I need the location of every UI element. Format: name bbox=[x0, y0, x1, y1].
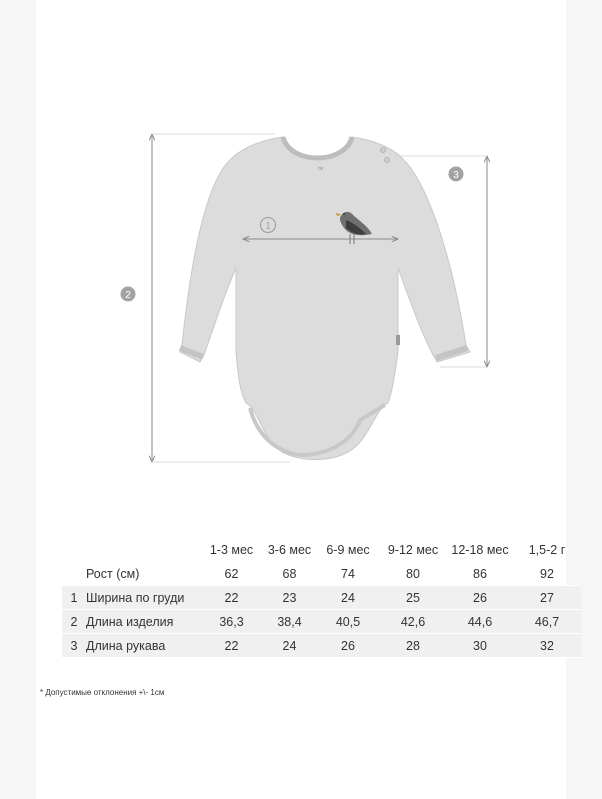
table-cell: 46,7 bbox=[513, 610, 581, 634]
table-cell: 42,6 bbox=[379, 610, 447, 634]
row-number: 1 bbox=[62, 586, 86, 610]
table-cell: 38,4 bbox=[262, 610, 317, 634]
size-header-row bbox=[62, 538, 581, 562]
svg-text:3: 3 bbox=[453, 170, 459, 181]
svg-text:1: 1 bbox=[265, 221, 271, 232]
size-header-cell: 12-18 мес bbox=[451, 543, 509, 557]
table-cell: 44,6 bbox=[447, 610, 513, 634]
table-cell: 28 bbox=[379, 634, 447, 658]
table-cell: 24 bbox=[317, 586, 379, 610]
table-cell: 22 bbox=[201, 634, 262, 658]
table-cell: 22 bbox=[201, 586, 262, 610]
table-cell: 40,5 bbox=[317, 610, 379, 634]
row-number: 2 bbox=[62, 610, 86, 634]
table-cell: 62 bbox=[201, 562, 262, 586]
row-label: Ширина по груди bbox=[86, 586, 201, 610]
size-header-cell: 3-6 мес bbox=[267, 543, 312, 557]
table-cell: 92 bbox=[513, 562, 581, 586]
table-cell: 25 bbox=[379, 586, 447, 610]
shoulder-snap-button bbox=[385, 158, 390, 163]
table-cell: 26 bbox=[447, 586, 513, 610]
neck-label: bk bbox=[318, 166, 324, 172]
brand-tag bbox=[396, 335, 400, 345]
marker-2 bbox=[121, 287, 136, 302]
row-number: 3 bbox=[62, 634, 86, 658]
tolerance-note: * Допустимые отклонения +\- 1см bbox=[40, 688, 165, 697]
table-cell: 26 bbox=[317, 634, 379, 658]
row-label: Длина изделия bbox=[86, 610, 201, 634]
size-header-cell: 9-12 мес bbox=[387, 543, 439, 557]
bodysuit-body bbox=[180, 137, 470, 460]
size-header-cell: 1-3 мес bbox=[209, 543, 254, 557]
marker-3 bbox=[449, 167, 464, 182]
table-row-chest-width bbox=[62, 586, 581, 610]
row-label: Длина рукава bbox=[86, 634, 201, 658]
table-row-length bbox=[62, 610, 581, 634]
bodysuit-illustration bbox=[180, 137, 470, 460]
table-cell: 86 bbox=[447, 562, 513, 586]
size-header-cell: 1,5-2 г bbox=[528, 543, 566, 557]
table-cell: 74 bbox=[317, 562, 379, 586]
svg-text:2: 2 bbox=[125, 290, 131, 301]
table-row-height bbox=[62, 562, 581, 586]
size-table bbox=[62, 538, 581, 658]
shoulder-snap-button bbox=[381, 148, 386, 153]
table-cell: 30 bbox=[447, 634, 513, 658]
row-label: Рост (см) bbox=[86, 562, 201, 586]
table-row-sleeve-length bbox=[62, 634, 581, 658]
table-cell: 27 bbox=[513, 586, 581, 610]
table-cell: 80 bbox=[379, 562, 447, 586]
table-cell: 24 bbox=[262, 634, 317, 658]
table-cell: 36,3 bbox=[201, 610, 262, 634]
size-header-cell: 6-9 мес bbox=[326, 543, 370, 557]
table-cell: 23 bbox=[262, 586, 317, 610]
table-cell: 32 bbox=[513, 634, 581, 658]
table-cell: 68 bbox=[262, 562, 317, 586]
